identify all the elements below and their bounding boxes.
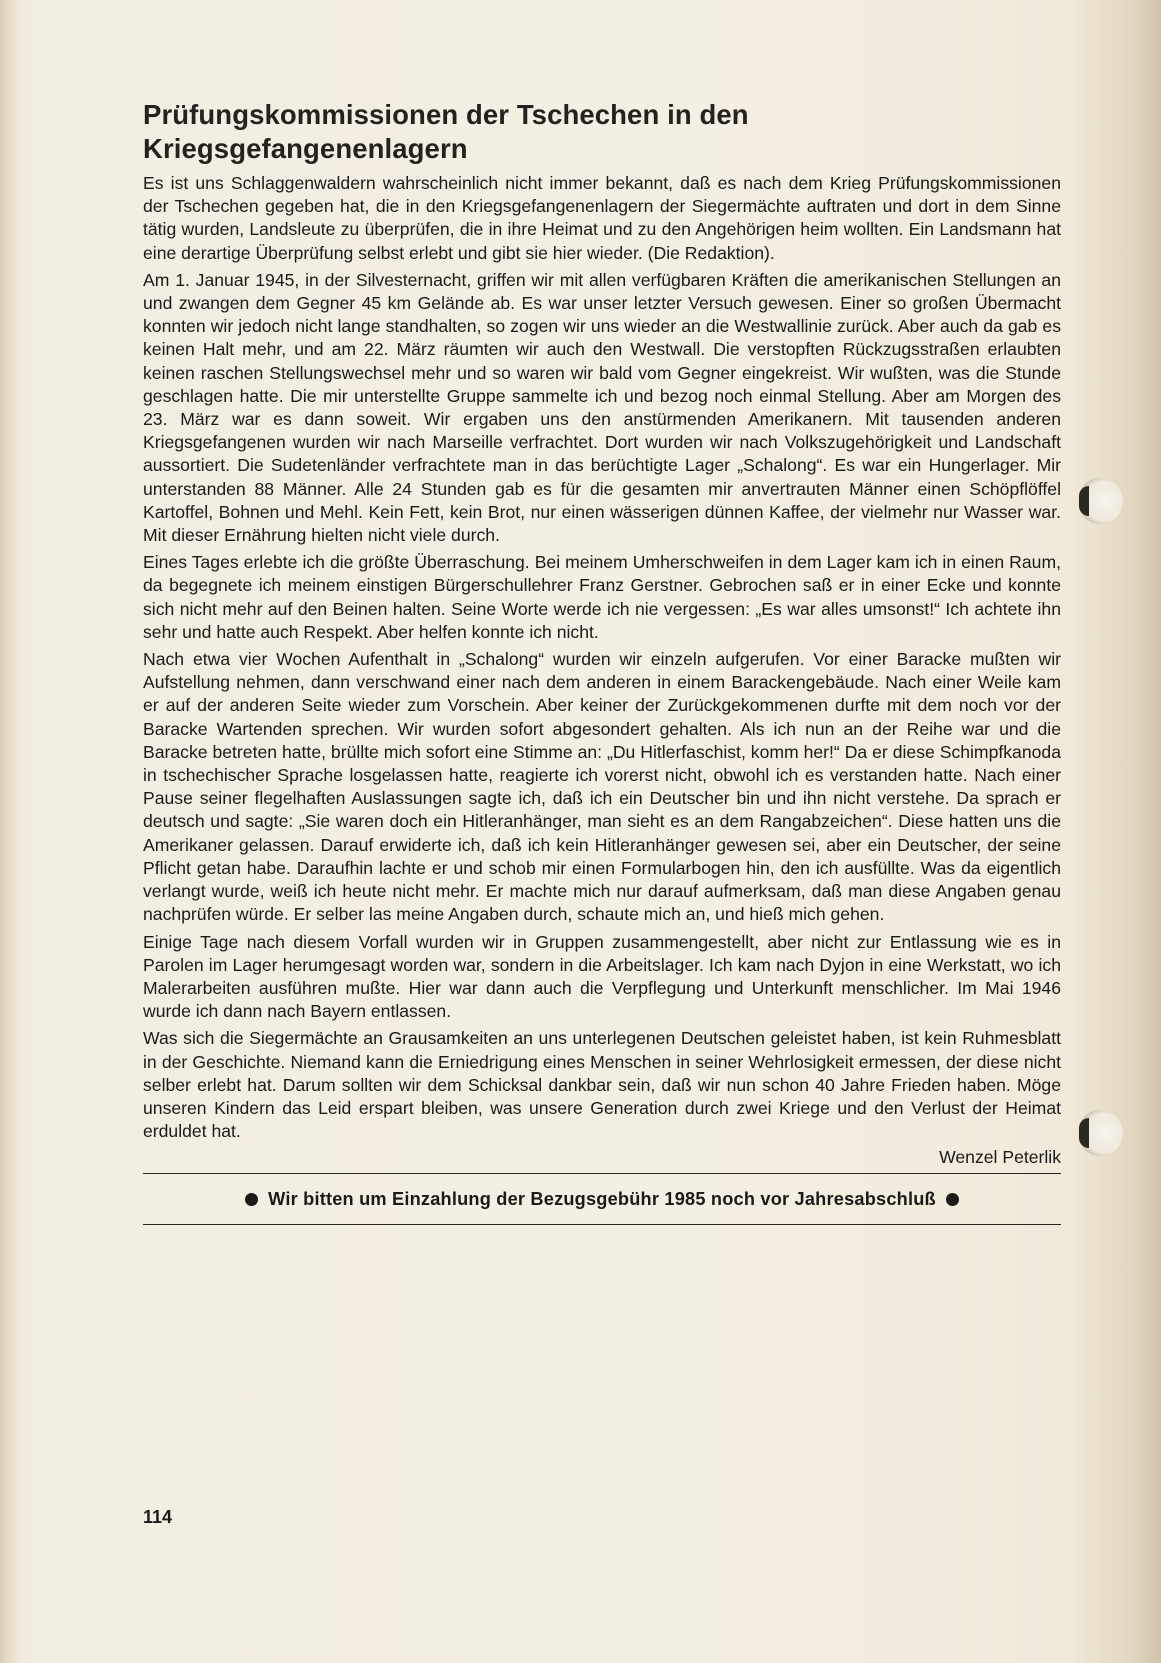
article-author: Wenzel Peterlik xyxy=(939,1147,1061,1168)
punch-hole xyxy=(1077,1110,1123,1156)
article-paragraph: Einige Tage nach diesem Vorfall wurden wir in Gruppen zusammengestellt, aber nicht zur Entlassung wie es in Parolen im Lager herumgesagt worden war, sondern in die Arbeitslager. Ich kam nach Dyjon in eine Werkstatt, wo ich Malerarbeiten ausführen mußte. Hier war dann auch die Verpflegung und Unterkunft menschlicher. Im Mai 1946 wurde ich dann nach Bayern entlassen. xyxy=(143,931,1061,1022)
article-intro-paragraph: Es ist uns Schlaggenwaldern wahrscheinlich nicht immer bekannt, daß es nach dem Krieg Prüfungskommissionen der Tschechen gegeben hat, die in den Kriegsgefangenenlagern der Siegermächte auftraten und dort in dem Sinne tätig wurden, Landsleute zu überprüfen, die in ihre Heimat und zu den Angehörigen heim wollten. Ein Landsmann hat eine derartige Überprüfung selbst erlebt und gibt sie hier wieder. (Die Redaktion). xyxy=(143,173,1061,263)
page-content xyxy=(143,98,1061,1225)
article-title-line1: Prüfungskommissionen der Tschechen in den xyxy=(143,99,749,130)
article-title-line2: Kriegsgefangenenlagern xyxy=(143,133,468,164)
bullet-icon xyxy=(245,1193,258,1206)
divider-bottom xyxy=(143,1224,1061,1225)
subscription-notice-text: Wir bitten um Einzahlung der Bezugsgebühr 1985 noch vor Jahresabschluß xyxy=(268,1188,936,1209)
binding-edge xyxy=(0,0,18,1663)
article-title xyxy=(143,98,1061,166)
article-paragraph: Nach etwa vier Wochen Aufenthalt in „Schalong“ wurden wir einzeln aufgerufen. Vor einer Baracke mußten wir Aufstellung nehmen, dann verschwand einer nach dem anderen in einem Barackengebäude. Nach einer Weile kam er auf der anderen Seite wieder zum Vorschein. Aber keiner der Zurückgekommenen durfte mit dem noch vor der Baracke Wartenden sprechen. Wir wurden sofort abgesondert gehalten. Als ich nun an der Reihe war und die Baracke betreten hatte, brüllte mich sofort eine Stimme an: „Du Hitlerfaschist, komm her!“ Da er diese Schimpfkanoda in tschechischer Sprache losgelassen hatte, reagierte ich vorerst nicht, obwohl ich es verstanden hatte. Nach einer Pause seiner flegelhaften Auslassungen sagte ich, daß ich ein Deutscher bin und ihn nicht verstehe. Da sprach er deutsch und sagte: „Sie waren doch ein Hitleranhänger, man sieht es an dem Rangabzeichen“. Diese hatten uns die Amerikaner gelassen. Darauf erwiderte ich, daß ich kein Hitleranhänger gewesen sei, aber ein Deutscher, der seine Pflicht getan habe. Daraufhin lachte er und schob mir einen Formularbogen hin, den ich ausfüllte. Was da eigentlich verlangt wurde, weiß ich heute nicht mehr. Er machte mich nur darauf aufmerksam, daß man diese Angaben genau nachprüfen würde. Er selber las meine Angaben durch, schaute mich an, und hieß mich gehen. xyxy=(143,649,1061,925)
punch-hole xyxy=(1077,478,1123,524)
article-paragraph: Am 1. Januar 1945, in der Silvesternacht, griffen wir mit allen verfügbaren Kräften die amerikanischen Stellungen an und zwangen dem Gegner 45 km Gelände ab. Es war unser letzter Versuch gewesen. Einer so großen Übermacht konnten wir jedoch nicht lange standhalten, so zogen wir uns wieder an die Westwallinie zurück. Aber auch da gab es keinen Halt mehr, und am 22. März räumten wir auch den Westwall. Die verstopften Rückzugsstraßen erlaubten keinen raschen Stellungswechsel mehr und so waren wir bald vom Gegner eingekreist. Wir wußten, was die Stunde geschlagen hatte. Die mir unterstellte Gruppe sammelte ich und bezog noch einmal Stellung. Aber am Morgen des 23. März war es dann soweit. Wir ergaben uns den anstürmenden Amerikanern. Mit tausenden anderen Kriegsgefangenen wurden wir nach Marseille verfrachtet. Dort wurden wir nach Volkszugehörigkeit und Landschaft aussortiert. Die Sudetenländer verfrachtete man in das berüchtigte Lager „Schalong“. Es war ein Hungerlager. Mir unterstanden 88 Männer. Alle 24 Stunden gab es für die gesamten mir anvertrauten Männer einen Schöpflöffel Kartoffel, Bohnen und Mehl. Kein Fett, kein Brot, nur einen wässerigen dünnen Kaffee, der vielmehr nur Wasser war. Mit dieser Ernährung hielten nicht viele durch. xyxy=(143,269,1061,546)
page-number: 114 xyxy=(143,1507,173,1527)
page-edge xyxy=(1139,0,1161,1663)
subscription-notice xyxy=(143,1174,1061,1224)
article-paragraph: Was sich die Siegermächte an Grausamkeiten an uns unterlegenen Deutschen geleistet haben, ist kein Ruhmesblatt in der Geschichte. Niemand kann die Erniedrigung eines Menschen in seiner Wehrlosigkeit ermessen, der diese nicht selber erlebt hat. Darum sollten wir dem Schicksal dankbar sein, daß wir nun schon 40 Jahre Frieden haben. Möge unseren Kindern das Leid erspart bleiben, was unsere Generation durch zwei Kriege und den Verlust der Heimat erduldet hat. xyxy=(143,1028,1061,1142)
article-paragraph: Eines Tages erlebte ich die größte Überraschung. Bei meinem Umherschweifen in dem Lager kam ich in einen Raum, da begegnete ich meinem einstigen Bürgerschullehrer Franz Gerstner. Gebrochen saß er in einer Ecke und konnte sich nicht mehr auf den Beinen halten. Seine Worte werde ich nie vergessen: „Es war alles umsonst!“ Ich achtete ihn sehr und hatte auch Respekt. Aber helfen konnte ich nicht. xyxy=(143,552,1061,642)
bullet-icon xyxy=(946,1193,959,1206)
article-body xyxy=(143,172,1061,1143)
